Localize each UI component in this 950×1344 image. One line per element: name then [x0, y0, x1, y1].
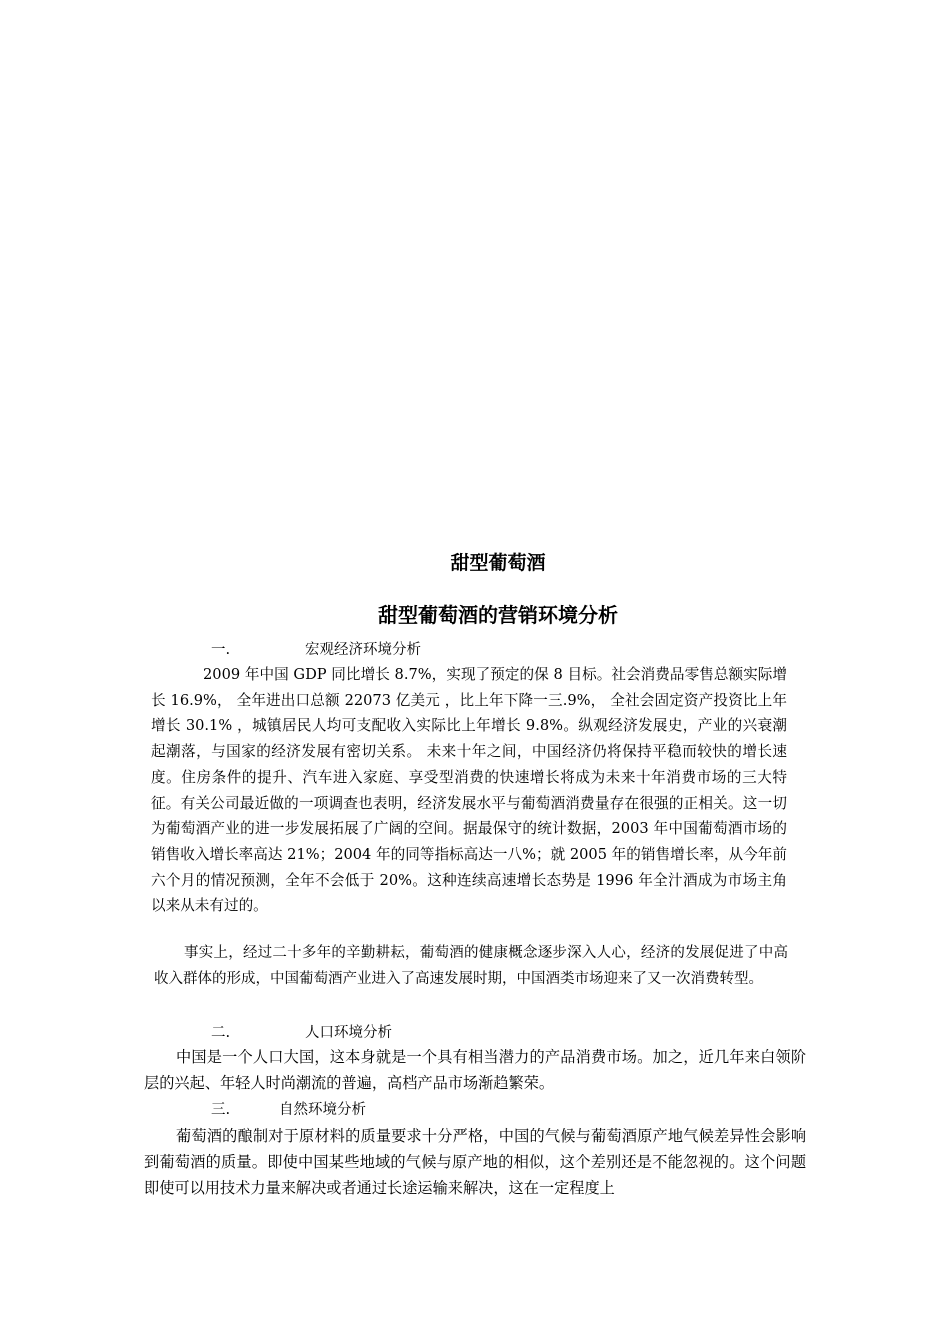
section-2-paragraph-1: 中国是一个人口大国，这本身就是一个具有相当潜力的产品消费市场。加之，近几年来白领阶层的兴起、年轻人时尚潮流的普遍，高档产品市场渐趋繁荣。	[144, 1048, 806, 1092]
section-title: 宏观经济环境分析	[305, 642, 421, 658]
section-number: 三.	[211, 1102, 231, 1118]
section-title: 人口环境分析	[305, 1025, 392, 1041]
section-3-paragraph-1: 葡萄酒的酿制对于原材料的质量要求十分严格，中国的气候与葡萄酒原产地气候差异性会影响到葡萄酒的质量。即使中国某些地域的气候与原产地的相似，这个差别还是不能忽视的。这个问题即使可以用技术力量来解决或者通过长途运输来解决，这在一定程度上	[144, 1127, 806, 1197]
section-number: 一.	[211, 642, 231, 658]
document-subtitle: 甜型葡萄酒的营销环境分析	[378, 603, 618, 627]
section-number: 二.	[211, 1025, 231, 1041]
section-1-paragraph-2: 事实上，经过二十多年的辛勤耕耘，葡萄酒的健康概念逐步深入人心，经济的发展促进了中高收入群体的形成，中国葡萄酒产业进入了高速发展时期，中国酒类市场迎来了又一次消费转型。	[154, 945, 788, 987]
section-heading-1	[211, 639, 421, 661]
section-heading-2	[211, 1022, 392, 1044]
document-title: 甜型葡萄酒	[450, 552, 546, 574]
section-1-paragraph-1: 2009 年中国 GDP 同比增长 8.7%，实现了预定的保 8 目标。社会消费品零售总额实际增长 16.9%， 全年进出口总额 22073 亿美元 ，比上年下降一三.9%， 全社会固定资产投资比上年增长 30.1% ，城镇居民人均可支配收入实际比上年增长 9.8%。纵观经济发展史，产业的兴衰潮起潮落，与国家的经济发展有密切关系。 未来十年之间，中国经济仍将保持平稳而较快的增长速度。住房条件的提升、汽车进入家庭、享受型消费的快速增长将成为未来十年消费市场的三大特征。有关公司最近做的一项调查也表明，经济发展水平与葡萄酒消费量存在很强的正相关。这一切为葡萄酒产业的进一步发展拓展了广阔的空间。据最保守的统计数据，2003 年中国葡萄酒市场的销售收入增长率高达 21%；2004 年的同等指标高达一八%；就 2005 年的销售增长率，从今年前六个月的情况预测，全年不会低于 20%。这种连续高速增长态势是 1996 年全汁酒成为市场主角以来从未有过的。	[151, 666, 787, 915]
section-title: 自然环境分析	[279, 1102, 366, 1118]
section-heading-3	[211, 1099, 366, 1121]
